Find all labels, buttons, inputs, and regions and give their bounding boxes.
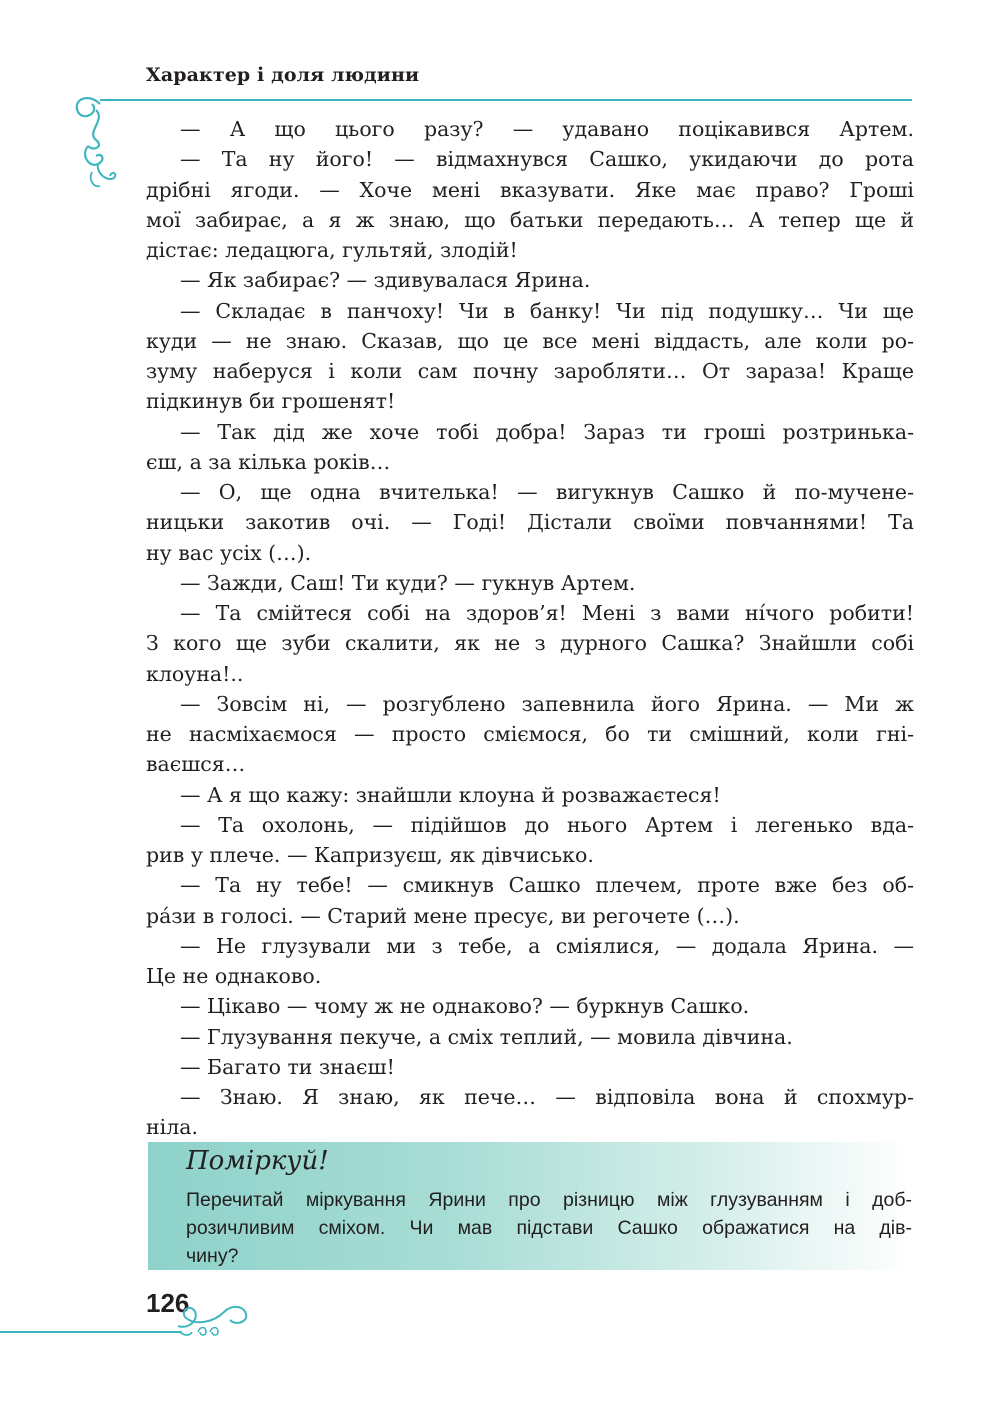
text-line: — Та охолонь, — підійшов до нього Артем і легенько вда- (180, 812, 914, 837)
running-header-title: Характер і доля людини (146, 64, 420, 86)
text-line: З кого ще зуби скалити, як не з дурного Сашка? Знайшли собі (146, 631, 914, 656)
text-line: — Цікаво — чому ж не однаково? — буркнув Сашко. (180, 994, 750, 1019)
text-line: ну вас усіх (…). (146, 540, 312, 565)
text-line: — А що цього разу? — удавано поцікавився Артем. (180, 117, 914, 141)
header-rule (100, 99, 912, 101)
text-line: — Так дід же хоче тобі добра! Зараз ти гроші розтринька- (180, 419, 914, 444)
text-line: зуму наберуся і коли сам почну заробляти… От зараза! Краще (146, 359, 914, 383)
text-line: Це не однаково. (146, 964, 322, 988)
swirl-ornament-icon (66, 90, 136, 200)
story-text (146, 114, 914, 1143)
question-line: розичливим сміхом. Чи мав підстави Сашко ображатися на дів- (186, 1217, 912, 1239)
text-line: — О, ще одна вчителька! — вигукнув Сашко й по-мучене- (180, 480, 914, 504)
reflection-question (186, 1186, 912, 1270)
text-line: — Та смійтеся собі на здоров’я! Мені з вами ні́чого робити! (180, 601, 914, 625)
text-line: — Зажди, Саш! Ти куди? — гукнув Артем. (180, 570, 636, 595)
text-line: — Як забирає? — здивувалася Ярина. (180, 268, 591, 293)
question-line: Перечитай міркування Ярини про різницю між глузуванням і доб- (186, 1189, 912, 1211)
text-line: ніла. (146, 1115, 198, 1140)
text-line: — Багато ти знаєш! (180, 1054, 395, 1079)
text-line: єш, а за кілька років… (146, 449, 391, 474)
text-line: — Не глузували ми з тебе, а сміялися, — додала Ярина. — (180, 933, 914, 958)
reflection-title: Поміркуй! (186, 1146, 329, 1176)
text-line: дрібні ягоди. — Хоче мені вказувати. Яке має право? Гроші (146, 177, 914, 202)
text-line: не насміхаємося — просто сміємося, бо ти смішний, коли гні- (146, 722, 914, 746)
text-line: — Складає в панчоху! Чи в банку! Чи під подушку… Чи ще (180, 298, 914, 323)
footer-rule (0, 1331, 182, 1333)
text-line: — Та ну тебе! — смикнув Сашко плечем, проте вже без об- (180, 873, 914, 898)
text-line: клоуна!.. (146, 661, 244, 686)
text-line: — А я що кажу: знайшли клоуна й розважаєтеся! (180, 782, 721, 807)
swirl-ornament-icon (170, 1296, 250, 1342)
text-line: ра́зи в голосі. — Старий мене пресує, ви регочете (…). (146, 903, 740, 928)
question-line: чину? (186, 1245, 239, 1267)
text-line: підкинув би грошенят! (146, 389, 396, 414)
text-line: мої забирає, а я ж знаю, що батьки передають… А тепер ще й (146, 207, 914, 232)
text-line: дістає: ледацюга, гультяй, злодій! (146, 238, 518, 262)
text-line: рив у плече. — Капризуєш, як дівчисько. (146, 843, 594, 867)
text-line: куди — не знаю. Сказав, що це все мені віддасть, але коли ро- (146, 328, 914, 353)
text-line: — Глузування пекуче, а сміх теплий, — мовила дівчина. (180, 1024, 793, 1049)
text-line: — Знаю. Я знаю, як пече… — відповіла вона й спохмур- (180, 1085, 914, 1109)
text-line: — Та ну його! — відмахнувся Сашко, укидаючи до рота (180, 147, 914, 172)
text-line: ваєшся… (146, 752, 246, 777)
text-line: — Зовсім ні, — розгублено запевнила його Ярина. — Ми ж (180, 691, 914, 716)
page-number: 126 (146, 1288, 190, 1318)
text-line: ницьки закотив очі. — Годі! Дістали своїми повчаннями! Та (146, 510, 914, 535)
